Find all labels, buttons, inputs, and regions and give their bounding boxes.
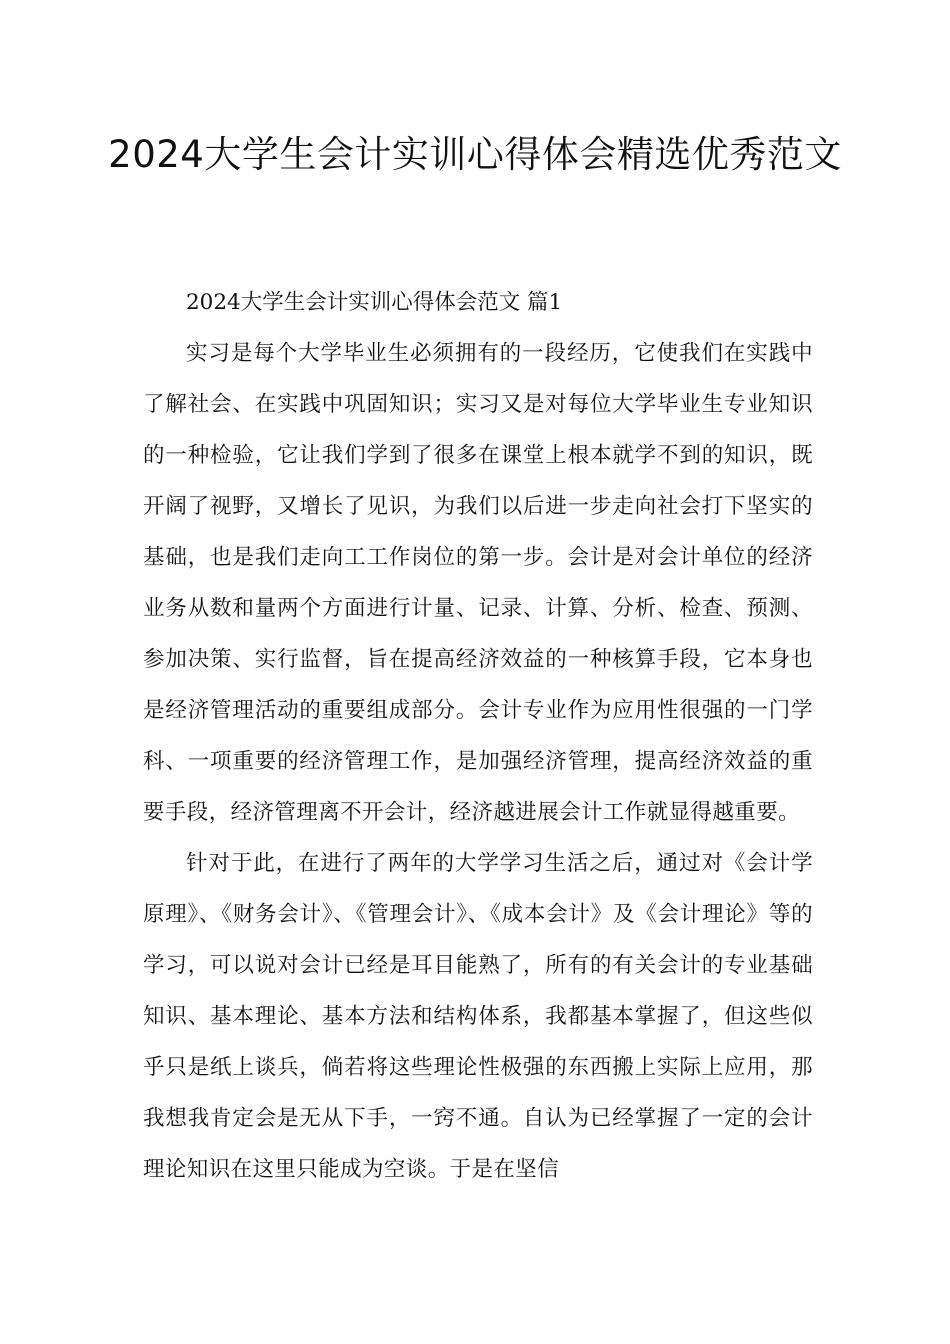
document-body [143,277,813,1195]
paragraph-2: 针对于此，在进行了两年的大学学习生活之后，通过对《会计学原理》、《财务会计》、《管理会计》、《成本会计》及《会计理论》等的学习，可以说对会计已经是耳目能熟了，所有的有关会计的专业基础知识、基本理论、基本方法和结构体系，我都基本掌握了，但这些似乎只是纸上谈兵，倘若将这些理论性极强的东西搬上实际上应用，那我想我肯定会是无从下手，一窍不通。自认为已经掌握了一定的会计理论知识在这里只能成为空谈。于是在坚信 [143,851,813,1182]
paragraph-1: 实习是每个大学毕业生必须拥有的一段经历，它使我们在实践中了解社会、在实践中巩固知识；实习又是对每位大学毕业生专业知识的一种检验，它让我们学到了很多在课堂上根本就学不到的知识，既开阔了视野，又增长了见识，为我们以后进一步走向社会打下坚实的基础，也是我们走向工工作岗位的第一步。会计是对会计单位的经济业务从数和量两个方面进行计量、记录、计算、分析、检查、预测、参加决策、实行监督，旨在提高经济效益的一种核算手段，它本身也是经济管理活动的重要组成部分。会计专业作为应用性很强的一门学科、一项重要的经济管理工作，是加强经济管理，提高经济效益的重要手段，经济管理离不开会计，经济越进展会计工作就显得越重要。 [143,341,813,825]
section-heading: 2024大学生会计实训心得体会范文 篇1 [186,290,563,315]
document-title: 2024大学生会计实训心得体会精选优秀范文 [108,133,842,176]
